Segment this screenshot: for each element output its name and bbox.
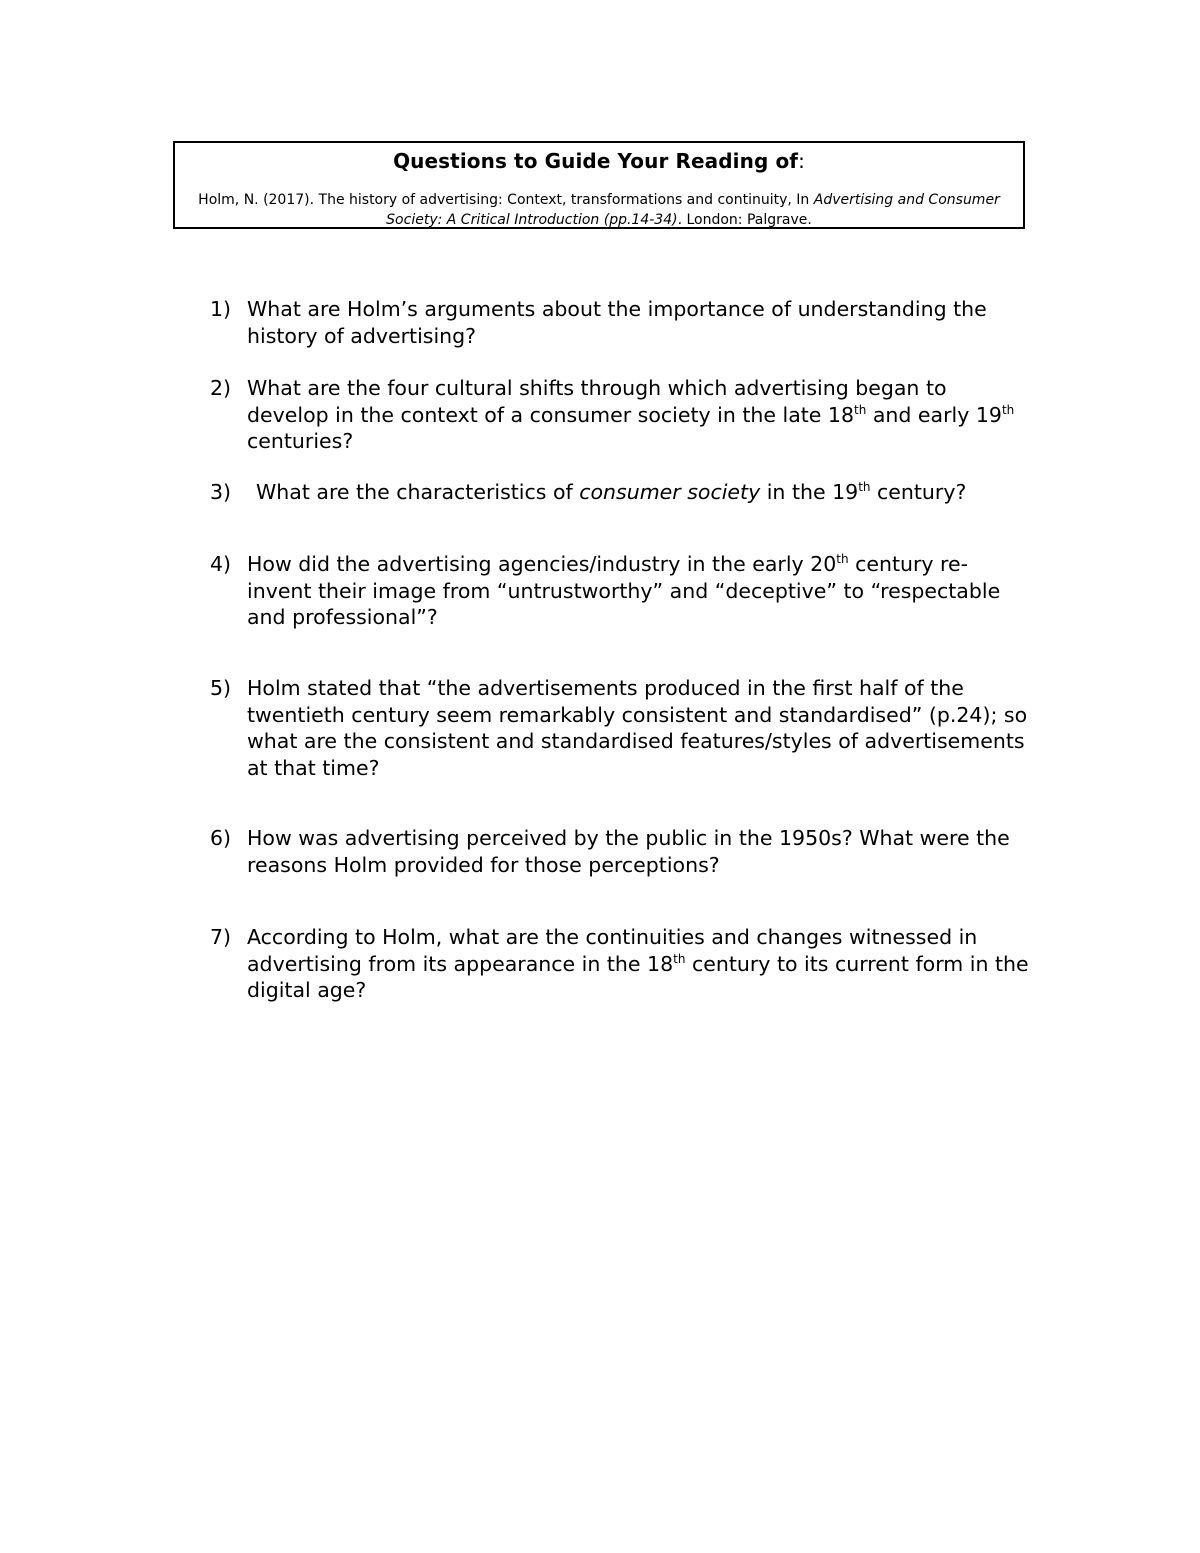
header-title-text: Questions to Guide Your Reading of: [393, 149, 799, 173]
question-text: [256, 479, 1030, 506]
question-1: [210, 296, 1030, 349]
question-number: 2): [210, 376, 232, 400]
citation-book-title: Advertising and Consumer Society: A Critical Introduction (pp.14-34): [386, 192, 1000, 228]
question-text: [247, 924, 1030, 1004]
question-text-part: What are the four cultural shifts through which advertising began to develop in the context of a consumer society in the late 18: [247, 376, 947, 427]
question-6: [210, 825, 1030, 878]
question-text-part: How did the advertising agencies/industry in the early 20: [247, 552, 837, 576]
question-text-part: in the 19: [760, 480, 859, 504]
question-text-part: centuries?: [247, 429, 354, 453]
question-number: 1): [210, 297, 232, 321]
question-text-part: What are the characteristics of: [256, 480, 580, 504]
question-2: [210, 375, 1030, 455]
question-4: [210, 551, 1030, 631]
question-text: Holm stated that “the advertisements produced in the first half of the twentieth century seem remarkably consistent and standardised” (p.24); so what are the consistent and standardised features/styles of advertisements at that time?: [247, 676, 1028, 780]
citation-part2: . London: Palgrave.: [677, 211, 812, 228]
question-text: What are Holm’s arguments about the importance of understanding the history of advertising?: [247, 297, 987, 348]
question-text-part: century?: [870, 480, 967, 504]
header-title-colon: :: [798, 149, 805, 173]
ordinal-suffix: th: [854, 402, 867, 417]
question-number: 7): [210, 925, 232, 949]
question-number: 4): [210, 552, 232, 576]
question-7: [210, 924, 1030, 1004]
question-text-part: century re-invent their image from “untrustworthy” and “deceptive” to “respectable and professional”?: [247, 552, 1001, 629]
question-text: [247, 375, 1030, 455]
ordinal-suffix: th: [673, 951, 686, 966]
question-text-part: According to Holm, what are the continuities and changes witnessed in advertising from its appearance in the 18: [247, 925, 978, 976]
question-text: How was advertising perceived by the public in the 1950s? What were the reasons Holm provided for those perceptions?: [247, 826, 1010, 877]
question-5: [210, 675, 1030, 781]
question-text-part: and early 19: [866, 402, 1002, 427]
citation-part1: Holm, N. (2017). The history of advertising: Context, transformations and continuity, In: [198, 192, 814, 208]
question-text-part: century to its current form in the digital age?: [247, 951, 1029, 1002]
question-number: 6): [210, 826, 232, 850]
question-number: 3): [210, 480, 232, 504]
question-3: [210, 479, 1030, 506]
question-text: [247, 551, 1030, 631]
ordinal-suffix: th: [858, 480, 871, 494]
ordinal-suffix: th: [1001, 402, 1015, 417]
question-text-italic: consumer society: [579, 480, 761, 504]
ordinal-suffix: th: [836, 552, 849, 566]
question-number: 5): [210, 676, 232, 700]
